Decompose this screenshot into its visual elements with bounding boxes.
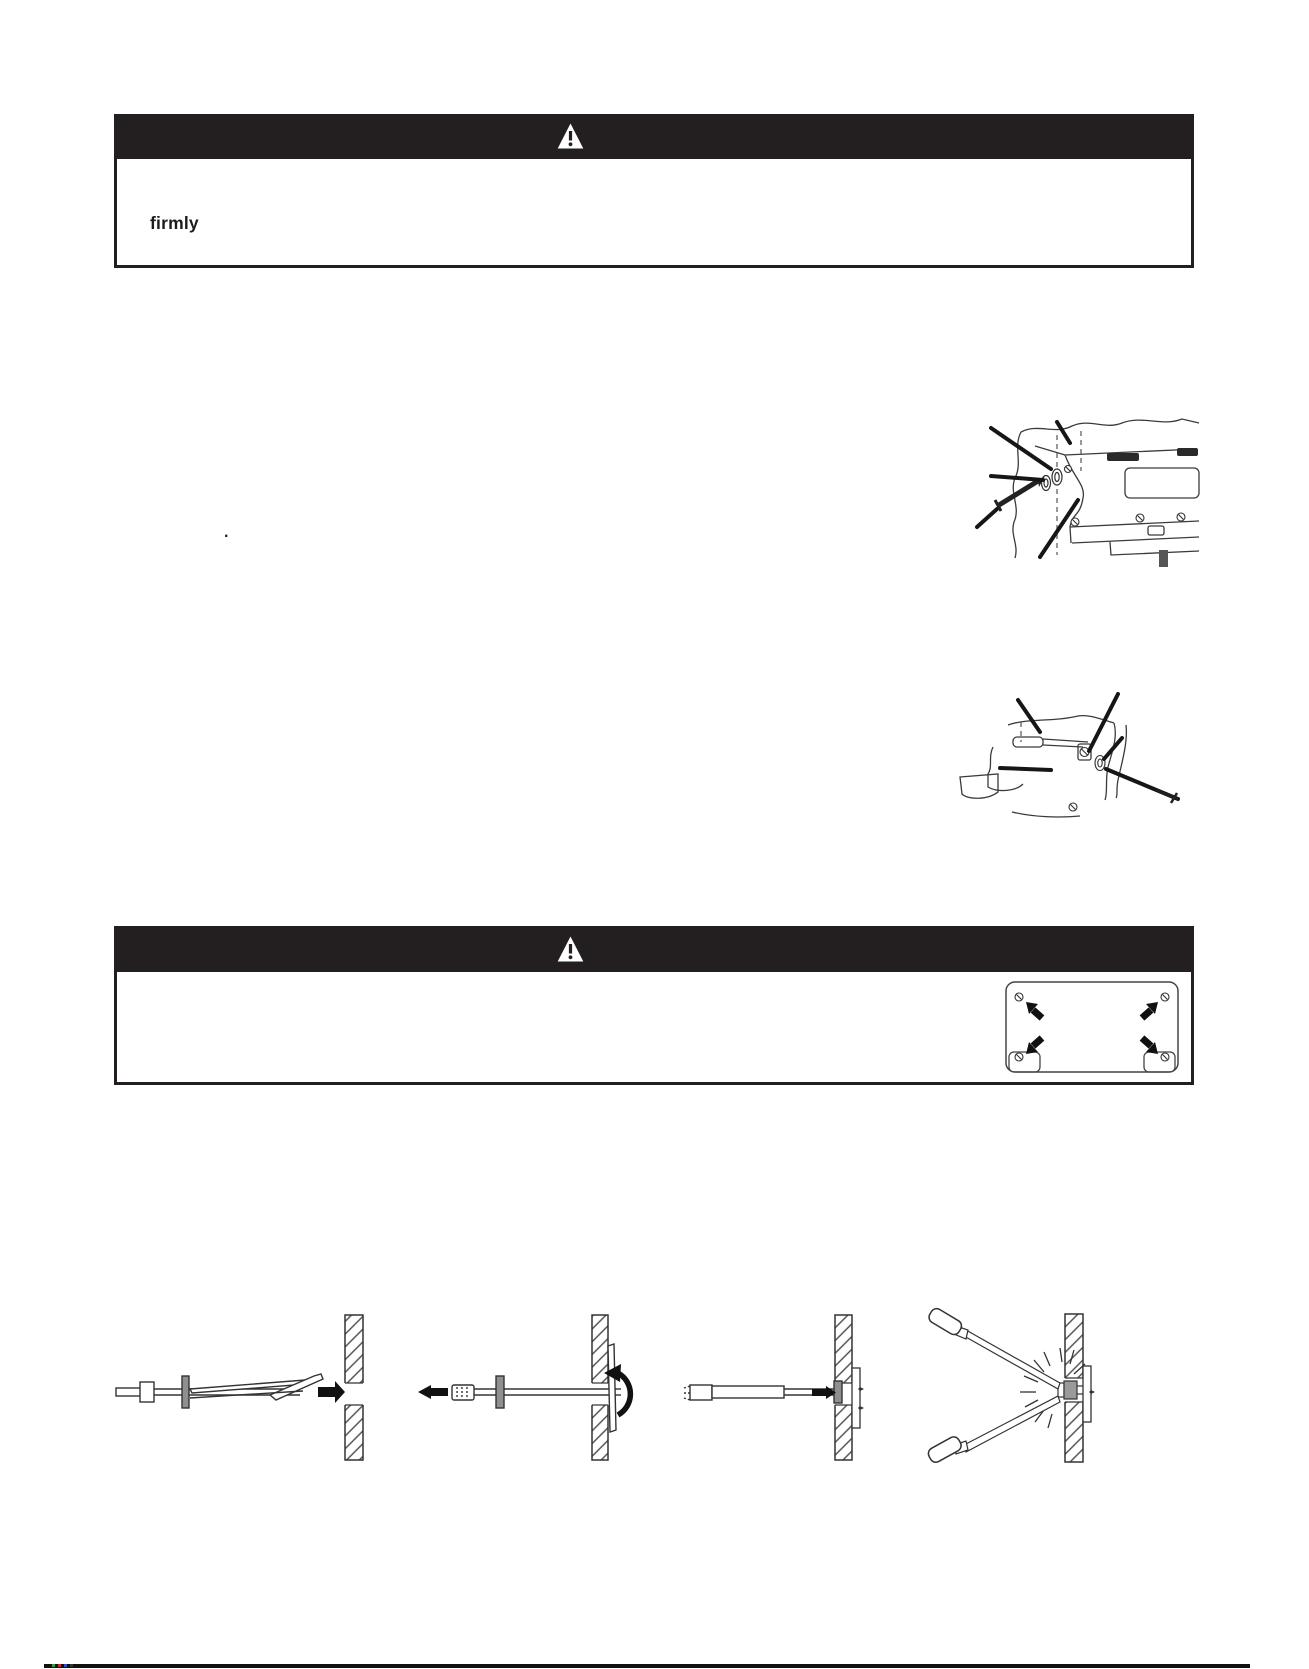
step-screwdriver-tighten bbox=[926, 1306, 1095, 1464]
tighten-arrow-small bbox=[812, 1386, 836, 1399]
step-wings-open bbox=[418, 1315, 630, 1460]
wall-hole bbox=[590, 1383, 610, 1405]
registration-speck-dark bbox=[70, 1664, 73, 1667]
warning-banner bbox=[114, 926, 1194, 972]
pull-back-arrow bbox=[418, 1385, 448, 1399]
figure-bracket-screw-washers-front bbox=[900, 385, 1200, 570]
warning-box-top bbox=[114, 114, 1194, 268]
screwdriver-upper bbox=[927, 1306, 1060, 1389]
back-plate bbox=[1083, 1366, 1095, 1422]
warning-banner bbox=[114, 114, 1194, 159]
bracket-lower-post bbox=[1159, 550, 1168, 567]
figure-toggle-bolt-steps bbox=[100, 1242, 1220, 1468]
warning-triangle-icon bbox=[557, 122, 584, 151]
registration-speck-red bbox=[58, 1664, 61, 1667]
figure-mounting-plate bbox=[1002, 978, 1182, 1078]
back-plate bbox=[852, 1368, 864, 1428]
toggle-bolt-folded bbox=[116, 1374, 323, 1408]
nut-and-washer bbox=[1069, 748, 1105, 812]
step-pull-and-tighten bbox=[684, 1315, 864, 1460]
registration-speck-blue bbox=[64, 1664, 67, 1667]
wall-hole bbox=[343, 1383, 365, 1405]
warning-triangle-icon bbox=[557, 935, 584, 964]
stray-period: . bbox=[224, 524, 229, 541]
wall-and-bracket-outline bbox=[1013, 419, 1199, 558]
warning-body-text: firmly bbox=[150, 213, 199, 233]
screwdriver-lower bbox=[926, 1396, 1060, 1464]
step-insert-toggle-bolt bbox=[116, 1315, 365, 1460]
page-bottom-rule bbox=[44, 1664, 1250, 1668]
insert-direction-arrow bbox=[318, 1381, 345, 1403]
open-wing bbox=[608, 1344, 616, 1432]
warning-body bbox=[114, 159, 1194, 268]
centerlines bbox=[1057, 431, 1081, 555]
registration-speck-green bbox=[52, 1664, 55, 1667]
figure-bracket-screw-washers-side bbox=[938, 652, 1188, 822]
mounting-plate bbox=[1006, 982, 1178, 1072]
bracket-slots bbox=[1107, 448, 1198, 461]
